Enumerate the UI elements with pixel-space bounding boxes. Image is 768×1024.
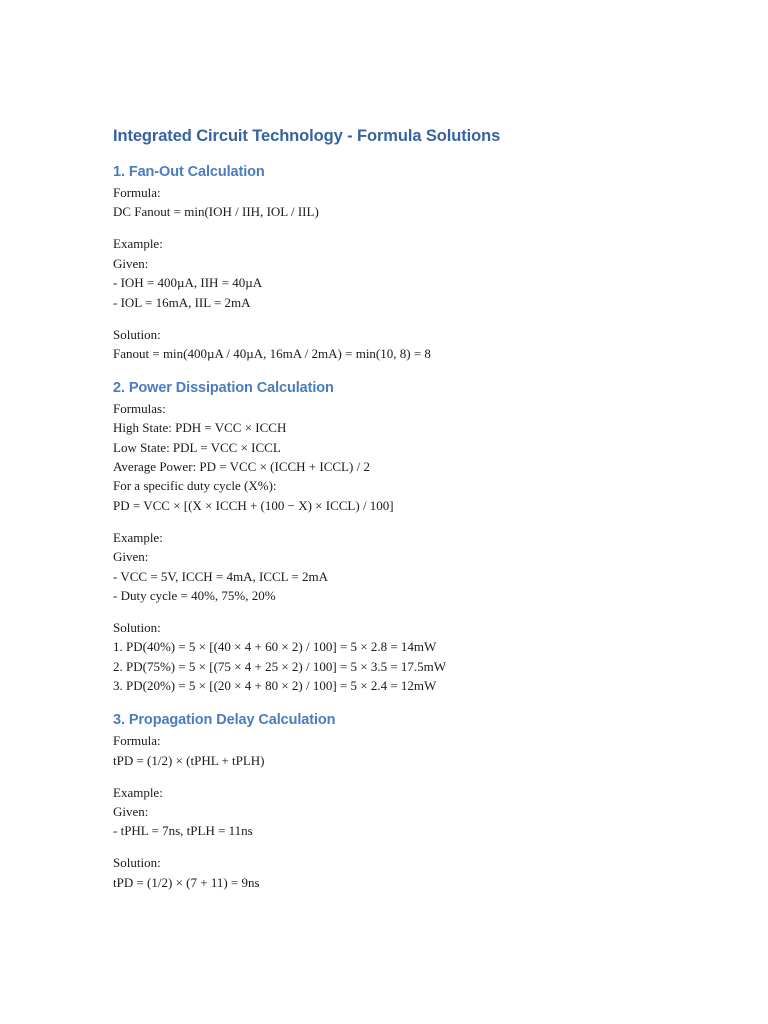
given-line: - IOL = 16mA, IIL = 2mA (113, 294, 251, 310)
formula-line: tPD = (1/2) × (tPHL + tPLH) (113, 752, 265, 768)
solution-line: Fanout = min(400µA / 40µA, 16mA / 2mA) = min(10, 8) = 8 (113, 345, 431, 361)
formula-label: Formula: (113, 733, 161, 749)
solution-line: tPD = (1/2) × (7 + 11) = 9ns (113, 874, 260, 890)
given-line: - VCC = 5V, ICCH = 4mA, ICCL = 2mA (113, 568, 328, 584)
formula-line: High State: PDH = VCC × ICCH (113, 420, 287, 436)
given-line: - IOH = 400µA, IIH = 40µA (113, 275, 263, 291)
document-title: Integrated Circuit Technology - Formula Solutions (113, 127, 501, 145)
given-label: Given: (113, 803, 149, 819)
given-line: - tPHL = 7ns, tPLH = 11ns (113, 823, 253, 839)
section-power-dissipation (113, 377, 733, 696)
section-propagation-delay (113, 709, 733, 892)
solution-label: Solution: (113, 855, 161, 871)
example-label: Example: (113, 784, 163, 800)
formula-line: Low State: PDL = VCC × ICCL (113, 439, 281, 455)
solution-line: 3. PD(20%) = 5 × [(20 × 4 + 80 × 2) / 100] = 5 × 2.4 = 12mW (113, 678, 437, 694)
given-label: Given: (113, 549, 149, 565)
document-page (113, 124, 733, 892)
solution-line: 2. PD(75%) = 5 × [(75 × 4 + 25 × 2) / 100] = 5 × 3.5 = 17.5mW (113, 658, 447, 674)
section-heading: 1. Fan-Out Calculation (113, 164, 265, 180)
solution-label: Solution: (113, 326, 161, 342)
given-label: Given: (113, 255, 149, 271)
formula-label: Formula: (113, 185, 161, 200)
solution-line: 1. PD(40%) = 5 × [(40 × 4 + 60 × 2) / 100] = 5 × 2.8 = 14mW (113, 639, 437, 655)
section-heading: 3. Propagation Delay Calculation (113, 712, 336, 729)
example-label: Example: (113, 529, 163, 545)
formula-line: Average Power: PD = VCC × (ICCH + ICCL) / 2 (113, 459, 370, 475)
example-label: Example: (113, 236, 163, 252)
solution-label: Solution: (113, 620, 161, 635)
section-fan-out (113, 161, 733, 363)
given-line: - Duty cycle = 40%, 75%, 20% (113, 588, 276, 604)
section-heading: 2. Power Dissipation Calculation (113, 379, 334, 396)
formula-label: Formulas: (113, 400, 166, 416)
formula-line: For a specific duty cycle (X%): (113, 478, 277, 494)
formula-line: DC Fanout = min(IOH / IIH, IOL / IIL) (113, 204, 319, 220)
formula-line: PD = VCC × [(X × ICCH + (100 − X) × ICCL) / 100] (113, 497, 394, 513)
